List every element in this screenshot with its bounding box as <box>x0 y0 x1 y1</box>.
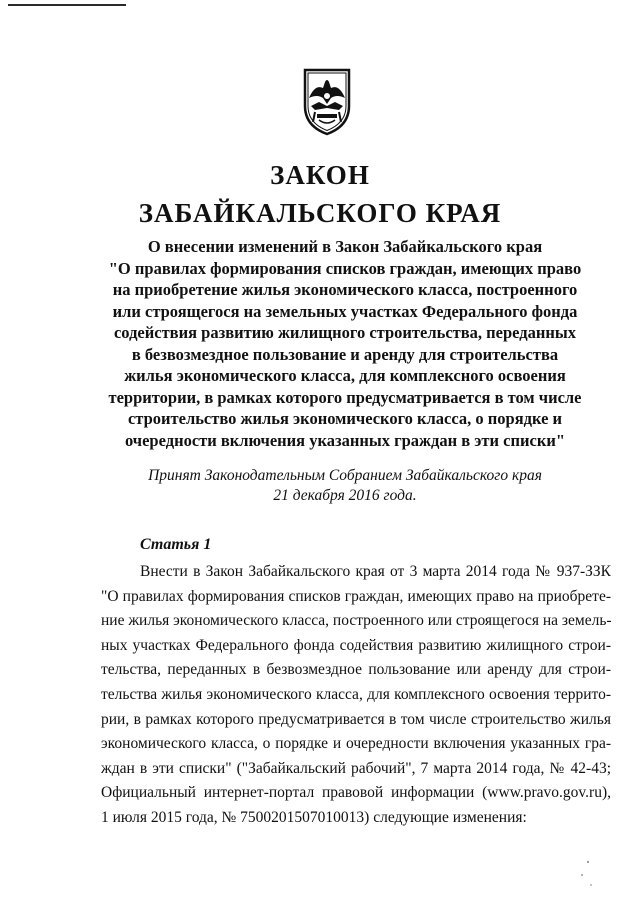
coat-of-arms-icon <box>299 66 355 136</box>
article-line: 1 июля 2015 года, № 7500201507010013) следующие изменения: <box>101 808 527 826</box>
article-line: рии, в рамках которого предусматривается в том числе строительство жилья <box>101 710 611 728</box>
scan-specks <box>576 858 596 888</box>
article-line: Внести в Закон Забайкальского края от 3 марта 2014 года № 937-ЗЗК <box>140 563 611 580</box>
subject-line: в безвозмездное пользование и аренду для строительства <box>131 344 559 364</box>
adoption-note <box>100 466 590 506</box>
article-body <box>101 560 611 831</box>
adoption-date: 21 декабря 2016 года. <box>273 487 417 504</box>
subject-line: "О правилах формирования списков граждан, имеющих право <box>108 258 582 278</box>
subject-line: жилья экономического класса, для комплексного освоения <box>124 366 566 385</box>
subject-line: содействия развитию жилищного строительства, переданных <box>113 323 577 342</box>
subject-line: О внесении изменений в Закон Забайкальского края <box>147 237 543 256</box>
subject-line: строительство жилья экономического класса, о порядке и <box>127 409 563 428</box>
subject-line: очередности включения указанных граждан в эти списки" <box>124 430 565 450</box>
article-line: ние жилья экономического класса, построенного или строящегося на земель- <box>101 612 612 630</box>
article-line: ных участках Федерального фонда содействия развитию жилищного строи- <box>101 636 611 654</box>
subject-line: территории, в рамках которого предусматривается в том числе <box>108 387 582 407</box>
article-line: тельства жилья экономического класса, для комплексного освоения террито- <box>101 685 611 703</box>
subject-line: или строящегося на земельных участках Федерального фонда <box>112 301 578 321</box>
article-heading: Статья 1 <box>140 536 212 553</box>
subject-line: на приобретение жилья экономического класса, построенного <box>112 280 578 299</box>
law-subject-heading <box>96 236 594 451</box>
article-line: экономического класса, о порядке и очередности включения указанных гра- <box>101 735 611 753</box>
scan-edge-line <box>8 4 126 6</box>
article-line: "О правилах формирования списков граждан, имеющих право на приобрете- <box>101 587 611 605</box>
article-line: Официальный интернет-портал правовой информации (www.pravo.gov.ru), <box>101 784 611 802</box>
adoption-body: Принят Законодательным Собранием Забайкальского края <box>148 467 542 484</box>
document-type-title: ЗАКОН <box>270 160 370 190</box>
article-line: ждан в эти списки" ("Забайкальский рабочий", 7 марта 2014 года, № 42-43; <box>101 759 611 777</box>
article-line: тельства, переданных в безвозмездное пользование или аренду для строи- <box>101 661 611 679</box>
issuer-title: ЗАБАЙКАЛЬСКОГО КРАЯ <box>138 198 502 228</box>
